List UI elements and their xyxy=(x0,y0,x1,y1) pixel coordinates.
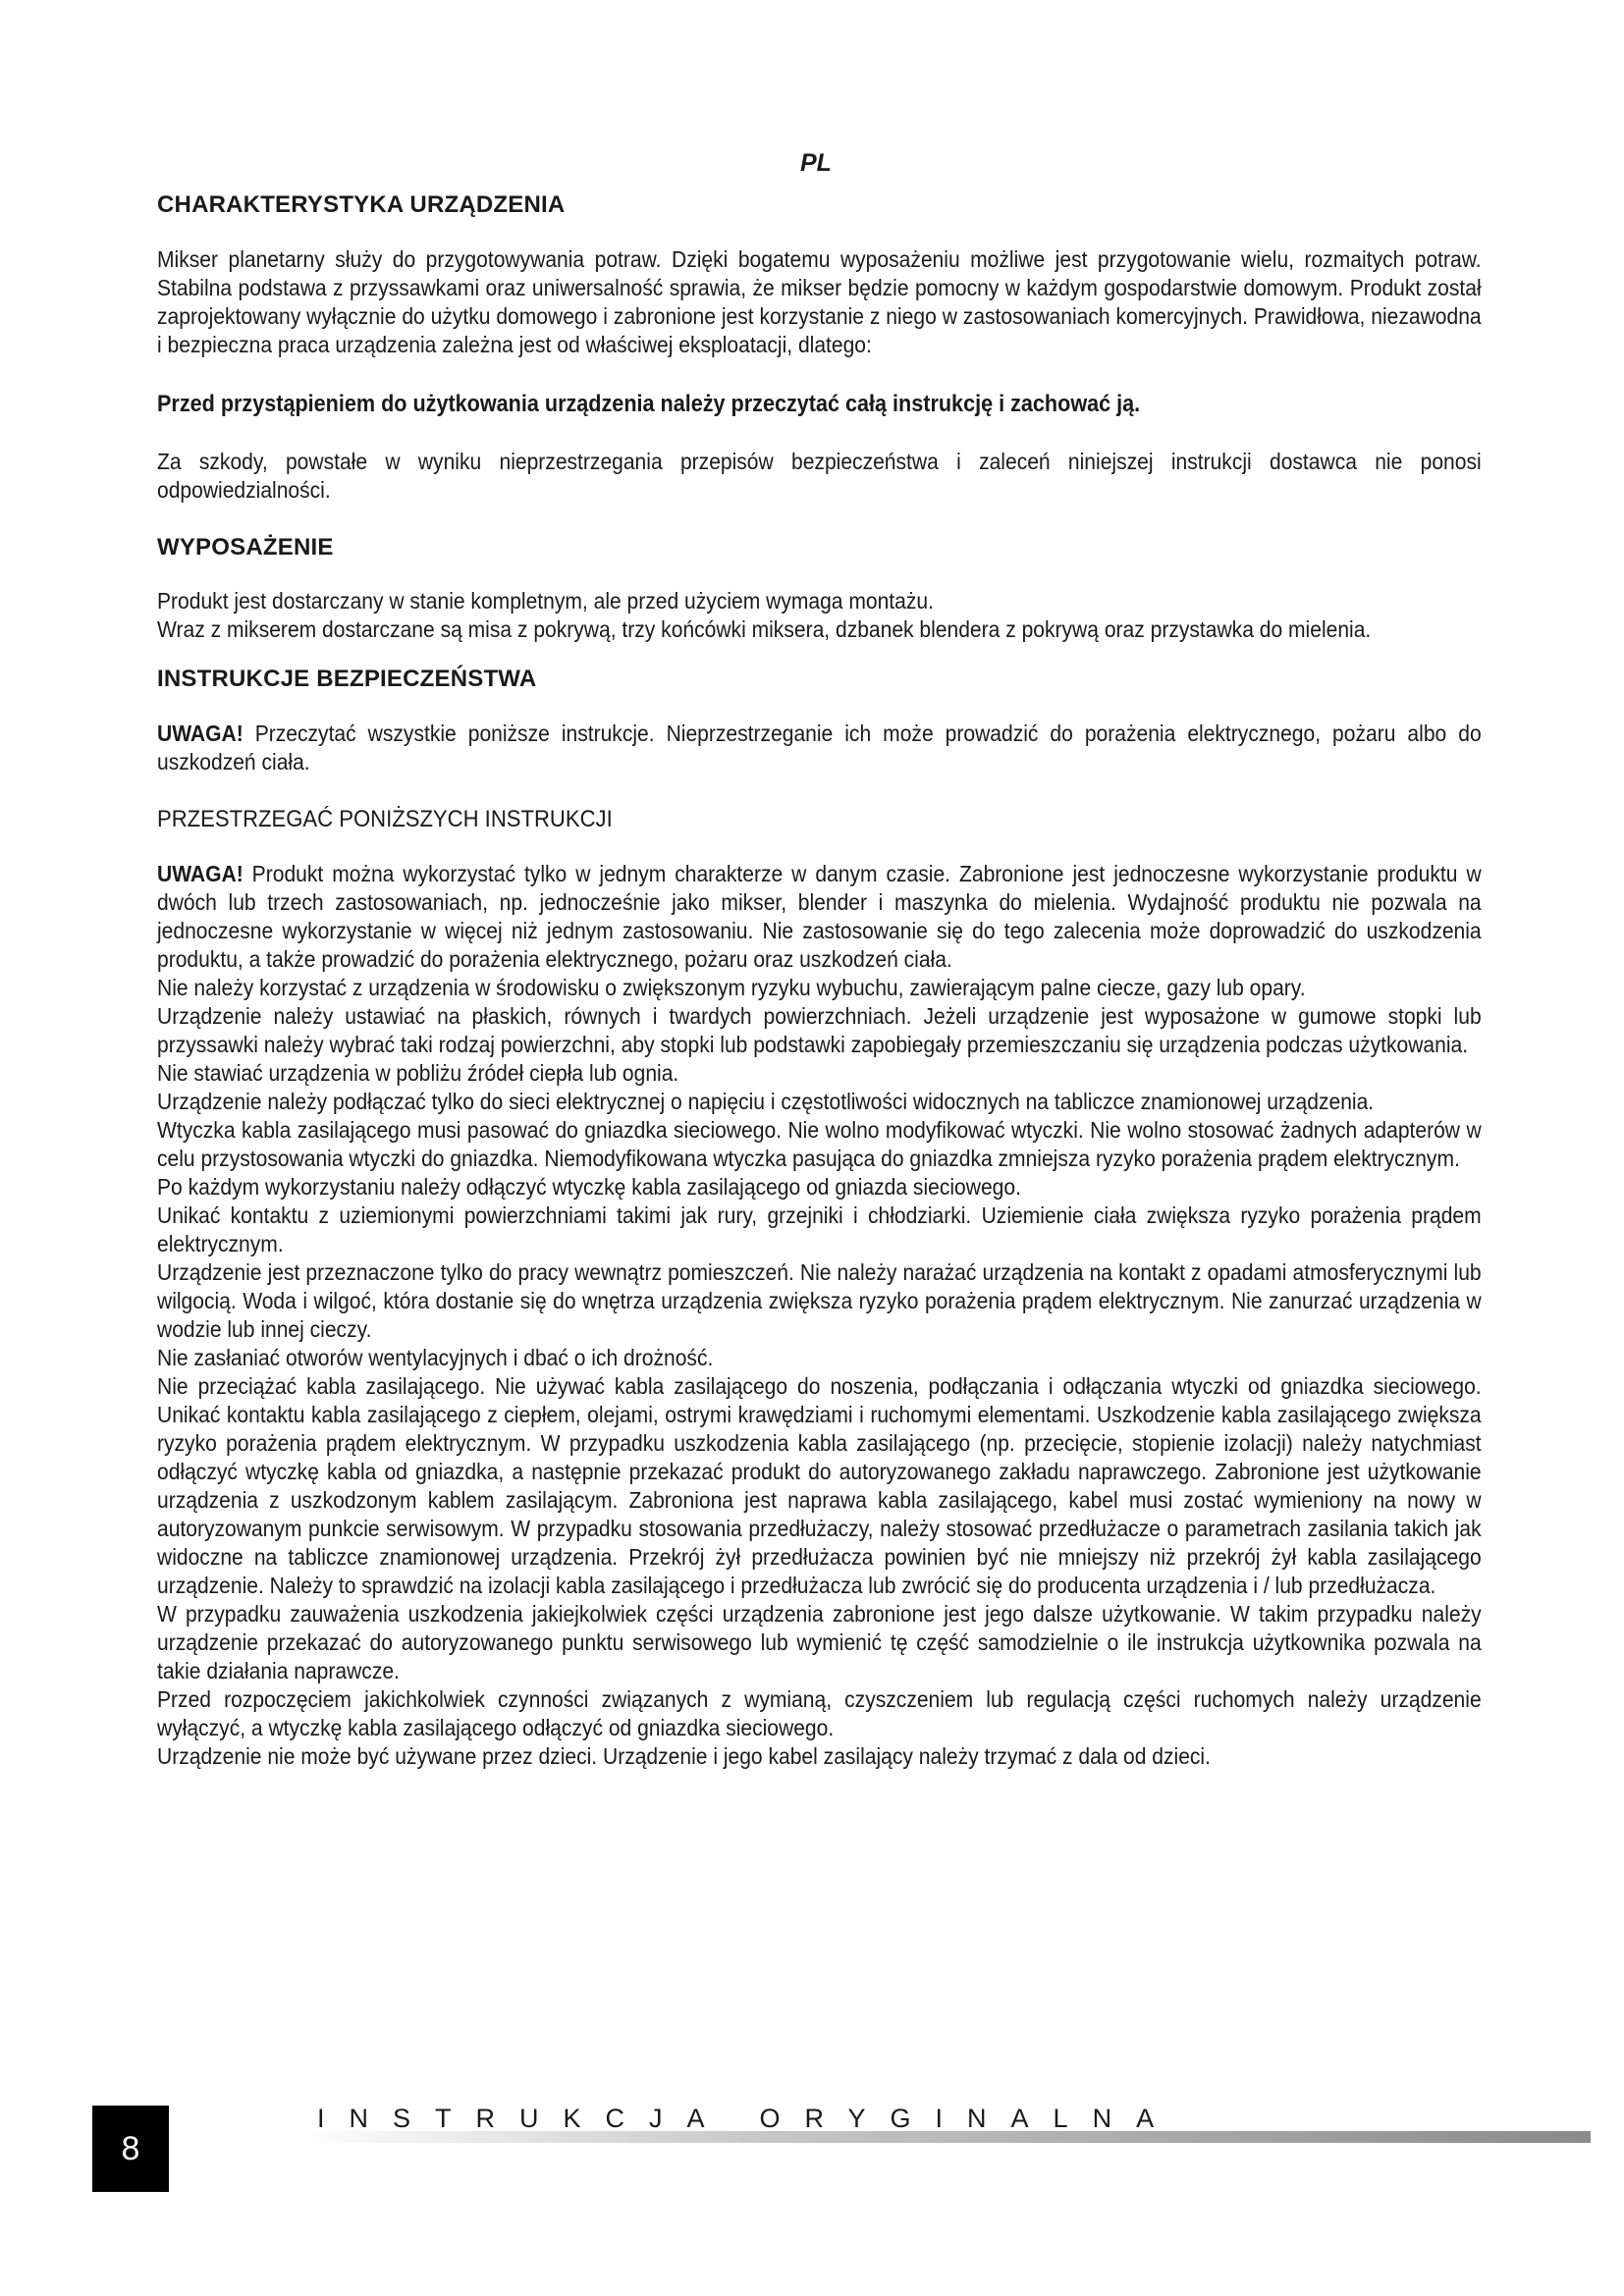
section-title-safety: INSTRUKCJE BEZPIECZEŃSTWA xyxy=(157,666,537,692)
list-item: Urządzenie należy podłączać tylko do sieci elektrycznej o napięciu i częstotliwości widocznych na tabliczce znamionowej urządzenia. xyxy=(157,1089,1375,1114)
liability-paragraph: Za szkody, powstałe w wyniku nieprzestrzegania przepisów bezpieczeństwa i zaleceń niniejszej instrukcji dostawca nie ponosi odpowiedzialności. xyxy=(157,449,1482,503)
warning-label: UWAGA! xyxy=(157,861,244,886)
list-item: Nie zasłaniać otworów wentylacyjnych i dbać o ich drożność. xyxy=(157,1345,714,1370)
observe-warning-text: Produkt można wykorzystać tylko w jednym charakterze w danym czasie. Zabronione jest jednoczesne wykorzystanie produktu w dwóch lub trzech zastosowaniach, np. jednocześnie jako mikser, blender i maszynka do mielenia. Wydajność produktu nie pozwala na jednoczesne wykorzystanie w więcej niż jednym zastosowaniu. Nie zastosowanie się do tego zalecenia może doprowadzić do uszkodzenia produktu, a także prowadzić do porażenia elektrycznego, pożaru oraz uszkodzeń ciała. xyxy=(157,861,1482,972)
safety-instructions-list xyxy=(157,860,1483,1771)
document-body xyxy=(157,191,1483,1771)
list-item: Urządzenie należy ustawiać na płaskich, równych i twardych powierzchniach. Jeżeli urządzenie jest wyposażone w gumowe stopki lub przyssawki należy wybrać taki rodzaj powierzchni, aby stopki lub podstawki zapobiegały przemieszczaniu się urządzenia podczas użytkowania. xyxy=(157,1003,1482,1057)
safety-warning-text: Przeczytać wszystkie poniższe instrukcje. Nieprzestrzeganie ich może prowadzić do porażenia elektrycznego, pożaru albo do uszkodzeń ciała. xyxy=(157,721,1482,774)
equipment-paragraph-1: Produkt jest dostarczany w stanie kompletnym, ale przed użyciem wymaga montażu. xyxy=(157,588,934,614)
section-title-observe: PRZESTRZEGAĆ PONIŻSZYCH INSTRUKCJI xyxy=(157,806,613,832)
warning-label: UWAGA! xyxy=(157,721,244,746)
list-item: Przed rozpoczęciem jakichkolwiek czynności związanych z wymianą, czyszczeniem lub regulacją części ruchomych należy urządzenie wyłączyć, a wtyczkę kabla zasilającego odłączyć od gniazdka sieciowego. xyxy=(157,1686,1482,1740)
section-title-characteristics: CHARAKTERYSTYKA URZĄDZENIA xyxy=(157,191,566,218)
footer-label: INSTRUKCJA ORYGINALNA xyxy=(317,2104,1179,2133)
language-code: PL xyxy=(800,149,832,177)
list-item: Urządzenie nie może być używane przez dzieci. Urządzenie i jego kabel zasilający należy trzymać z dala od dzieci. xyxy=(157,1743,1211,1769)
list-item xyxy=(157,860,1482,974)
list-item: Nie przeciążać kabla zasilającego. Nie używać kabla zasilającego do noszenia, podłączania i odłączania wtyczki od gniazdka sieciowego. Unikać kontaktu kabla zasilającego z ciepłem, olejami, ostrymi krawędziami i ruchomymi elementami. Uszkodzenie kabla zasilającego zwiększa ryzyko porażenia prądem elektrycznym. W przypadku uszkodzenia kabla zasilającego (np. przecięcie, stopienie izolacji) należy natychmiast odłączyć wtyczkę kabla od gniazdka, a następnie przekazać produkt do autoryzowanego zakładu naprawczego. Zabronione jest użytkowanie urządzenia z uszkodzonym kablem zasilającym. Zabroniona jest naprawa kabla zasilającego, kabel musi zostać wymieniony na nowy w autoryzowanym punkcie serwisowym. W przypadku stosowania przedłużaczy, należy stosować przedłużacze o parametrach zasilania takich jak widoczne na tabliczce znamionowej urządzenia. Przekrój żył przedłużacza powinien być nie mniejszy niż przekrój żył kabla zasilającego urządzenie. Należy to sprawdzić na izolacji kabla zasilającego i przedłużacza lub zwrócić się do producenta urządzenia i / lub przedłużacza. xyxy=(157,1373,1482,1598)
read-instructions-notice: Przed przystąpieniem do użytkowania urządzenia należy przeczytać całą instrukcję i zachować ją. xyxy=(157,391,1141,417)
characteristics-paragraph: Mikser planetarny służy do przygotowywania potraw. Dzięki bogatemu wyposażeniu możliwe jest przygotowanie wielu, rozmaitych potraw. Stabilna podstawa z przyssawkami oraz uniwersalność sprawia, że mikser będzie pomocny w każdym gospodarstwie domowym. Produkt został zaprojektowany wyłącznie do użytku domowego i zabronione jest korzystanie z niego w zastosowaniach komercyjnych. Prawidłowa, niezawodna i bezpieczna praca urządzenia zależna jest od właściwej eksploatacji, dlatego: xyxy=(157,246,1482,357)
list-item: Nie należy korzystać z urządzenia w środowisku o zwiększonym ryzyku wybuchu, zawierającym palne ciecze, gazy lub opary. xyxy=(157,975,1306,1000)
list-item: Nie stawiać urządzenia w pobliżu źródeł ciepła lub ognia. xyxy=(157,1060,679,1086)
safety-warning-paragraph xyxy=(157,720,1482,776)
equipment-paragraph-2: Wraz z mikserem dostarczane są misa z pokrywą, trzy końcówki miksera, dzbanek blendera z pokrywą oraz przystawka do mielenia. xyxy=(157,616,1372,642)
list-item: Unikać kontaktu z uziemionymi powierzchniami takimi jak rury, grzejniki i chłodziarki. Uziemienie ciała zwiększa ryzyko porażenia prądem elektrycznym. xyxy=(157,1202,1482,1256)
section-title-equipment: WYPOSAŻENIE xyxy=(157,534,334,561)
list-item: Po każdym wykorzystaniu należy odłączyć wtyczkę kabla zasilającego od gniazda sieciowego. xyxy=(157,1174,1021,1200)
list-item: Urządzenie jest przeznaczone tylko do pracy wewnątrz pomieszczeń. Nie należy narażać urządzenia na kontakt z opadami atmosferycznymi lub wilgocią. Woda i wilgoć, która dostanie się do wnętrza urządzenia zwiększa ryzyko porażenia prądem elektrycznym. Nie zanurzać urządzenia w wodzie lub innej cieczy. xyxy=(157,1259,1482,1342)
list-item: Wtyczka kabla zasilającego musi pasować do gniazdka sieciowego. Nie wolno modyfikować wtyczki. Nie wolno stosować żadnych adapterów w celu przystosowania wtyczki do gniazdka. Niemodyfikowana wtyczka pasująca do gniazdka zmniejsza ryzyko porażenia prądem elektrycznym. xyxy=(157,1117,1482,1171)
page-number: 8 xyxy=(92,2106,169,2192)
list-item: W przypadku zauważenia uszkodzenia jakiejkolwiek części urządzenia zabronione jest jego dalsze użytkowanie. W takim przypadku należy urządzenie przekazać do autoryzowanego punktu serwisowego lub wymienić tę część samodzielnie o ile instrukcja użytkownika pozwala na takie działania naprawcze. xyxy=(157,1601,1482,1683)
